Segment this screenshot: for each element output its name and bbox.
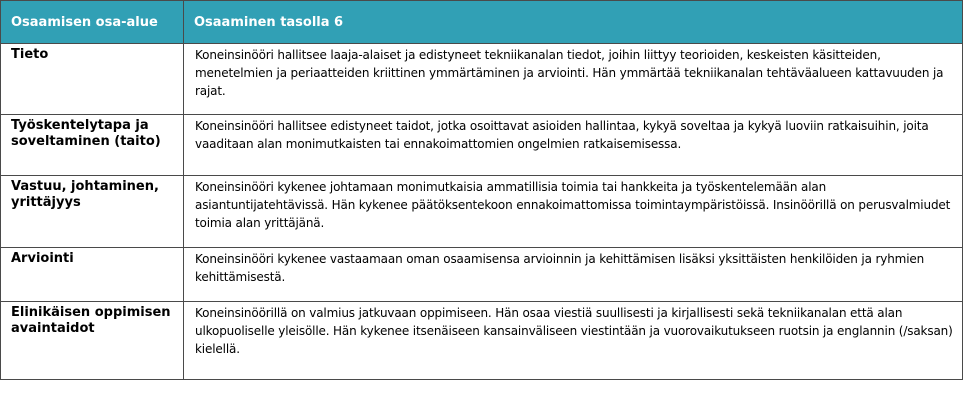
row-label-elinikainen-oppiminen: Elinikäisen oppimisen avaintaidot xyxy=(1,302,184,380)
header-competence-area: Osaamisen osa-alue xyxy=(1,1,184,44)
table-row xyxy=(1,302,963,380)
table-row xyxy=(1,248,963,302)
table-row xyxy=(1,44,963,115)
row-label-vastuu: Vastuu, johtaminen, yrittäjyys xyxy=(1,176,184,248)
row-description-elinikainen-oppiminen: Koneinsinöörillä on valmius jatkuvaan oppimiseen. Hän osaa viestiä suullisesti ja kirjallisesti sekä tekniikanalan että alan ulkopuoliselle yleisölle. Hän kykenee itsenäiseen kansainväliseen viestintään ja vuorovaikutukseen ruotsin ja englannin (/saksan) kielellä. xyxy=(184,302,963,380)
row-label-tieto: Tieto xyxy=(1,44,184,115)
table-header-row xyxy=(1,1,963,44)
table-row xyxy=(1,115,963,176)
row-description-tieto: Koneinsinööri hallitsee laaja-alaiset ja edistyneet tekniikanalan tiedot, joihin liittyy teorioiden, keskeisten käsitteiden, menetelmien ja periaatteiden kriittinen ymmärtäminen ja arviointi. Hän ymmärtää tekniikanalan tehtäväalueen kattavuuden ja rajat. xyxy=(184,44,963,115)
header-competence-level-6: Osaaminen tasolla 6 xyxy=(184,1,963,44)
row-description-arviointi: Koneinsinööri kykenee vastaamaan oman osaamisensa arvioinnin ja kehittämisen lisäksi yksittäisten henkilöiden ja ryhmien kehittämisestä. xyxy=(184,248,963,302)
table-row xyxy=(1,176,963,248)
row-label-tyoskentelytapa: Työskentelytapa ja soveltaminen (taito) xyxy=(1,115,184,176)
row-description-tyoskentelytapa: Koneinsinööri hallitsee edistyneet taidot, jotka osoittavat asioiden hallintaa, kykyä soveltaa ja kykyä luoviin ratkaisuihin, joita vaaditaan alan monimutkaisten tai ennakoimattomien ongelmien ratkaisemisessa. xyxy=(184,115,963,176)
row-description-vastuu: Koneinsinööri kykenee johtamaan monimutkaisia ammatillisia toimia tai hankkeita ja työskentelemään alan asiantuntijatehtävissä. Hän kykenee päätöksentekoon ennakoimattomissa toimintaympäristöissä. Insinöörillä on perusvalmiudet toimia alan yrittäjänä. xyxy=(184,176,963,248)
row-label-arviointi: Arviointi xyxy=(1,248,184,302)
